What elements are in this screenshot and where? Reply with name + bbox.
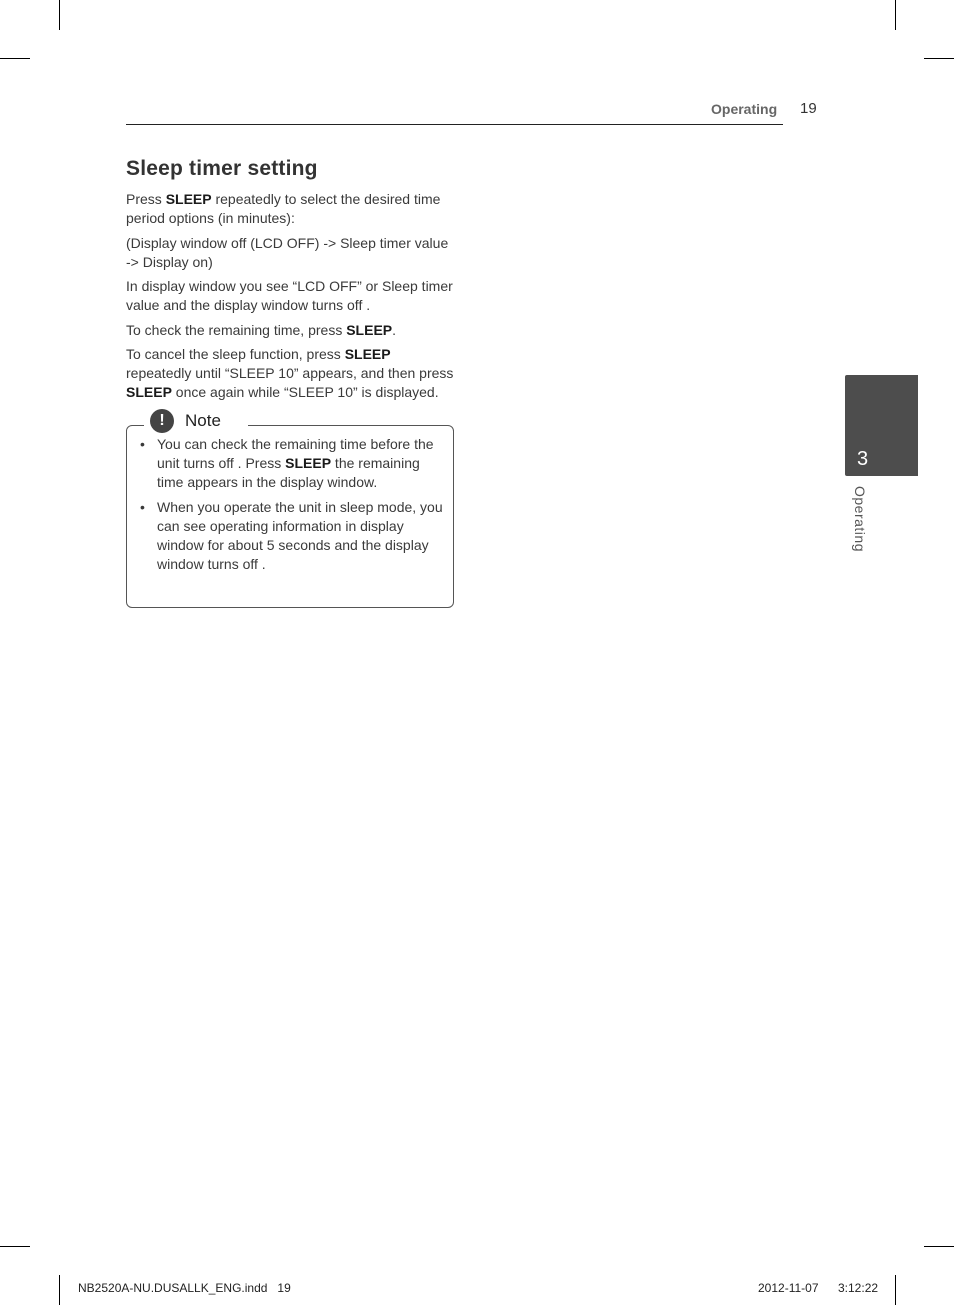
footer-date: 2012-11-07: [758, 1281, 819, 1295]
bold-keyword: SLEEP: [165, 191, 212, 207]
crop-mark: [895, 0, 896, 30]
paragraph: Press SLEEP repeatedly to select the desired time period options (in minutes):: [126, 191, 441, 226]
note-label: Note: [185, 411, 221, 430]
page-number: 19: [800, 100, 817, 117]
note-header: [144, 407, 248, 435]
bold-keyword: SLEEP: [344, 346, 391, 362]
paragraph: To cancel the sleep function, press SLEEP repeatedly until “SLEEP 10” appears, and then press SLEEP once again while “SLEEP 10” is displayed.: [126, 346, 454, 400]
crop-mark: [895, 1275, 896, 1305]
crop-mark: [59, 0, 60, 30]
running-header-section: Operating: [711, 101, 778, 117]
paragraph: To check the remaining time, press SLEEP.: [126, 321, 397, 338]
bold-keyword: SLEEP: [346, 321, 393, 338]
note-list: [140, 435, 445, 580]
crop-mark: [59, 1275, 60, 1305]
chapter-number: 3: [857, 448, 869, 470]
section-title: Sleep timer setting: [126, 157, 318, 180]
list-item: • You can check the remaining time before the unit turns off . Press SLEEP the remaining time appears in the display window.: [140, 435, 445, 492]
crop-mark: [0, 58, 30, 59]
crop-mark: [924, 58, 954, 59]
chapter-label: Operating: [852, 486, 868, 552]
footer-time: 3:12:22: [838, 1281, 879, 1295]
exclamation-icon: !: [150, 409, 174, 433]
footer-file-name: NB2520A-NU.DUSALLK_ENG.indd 19: [78, 1281, 291, 1295]
crop-mark: [924, 1246, 954, 1247]
bold-keyword: SLEEP: [126, 384, 172, 400]
bold-keyword: SLEEP: [285, 455, 332, 471]
header-divider: [126, 124, 783, 125]
paragraph: In display window you see “LCD OFF” or Sleep timer value and the display window turns off .: [126, 278, 453, 313]
body-text: [126, 190, 456, 408]
chapter-tab: [845, 375, 918, 476]
list-item: • When you operate the unit in sleep mode, you can see operating information in display window for about 5 seconds and the display window turns off .: [140, 498, 445, 574]
paragraph: (Display window off (LCD OFF) -> Sleep timer value -> Display on): [126, 234, 449, 270]
crop-mark: [0, 1246, 30, 1247]
